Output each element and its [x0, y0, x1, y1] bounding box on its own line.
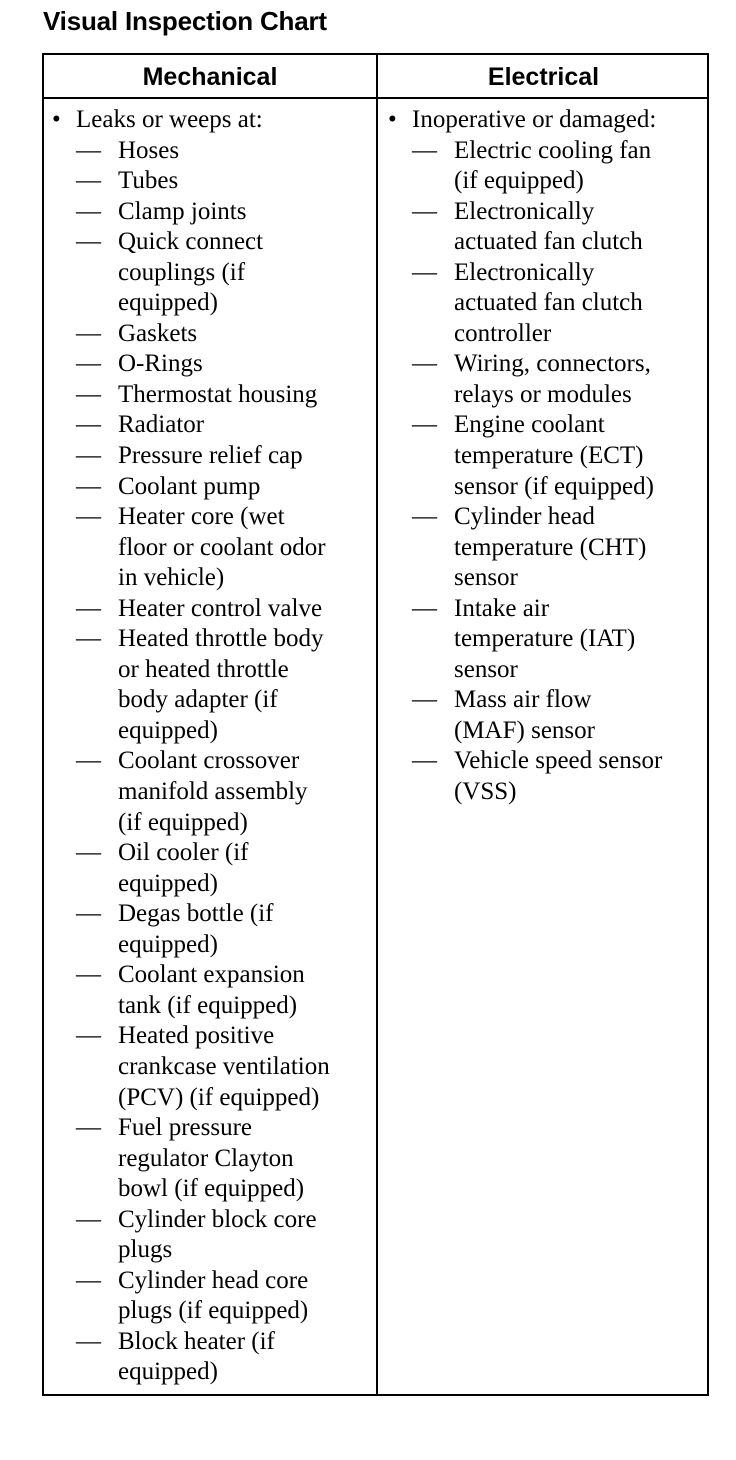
dash-marker: — — [76, 136, 101, 164]
dash-marker: — — [412, 197, 437, 225]
mechanical-list-item — [52, 1205, 374, 1266]
electrical-list-item — [388, 258, 706, 350]
dash-marker: — — [76, 1022, 101, 1050]
electrical-list-item — [388, 197, 706, 258]
dash-marker: — — [76, 350, 101, 378]
dash-marker: — — [76, 197, 101, 225]
mechanical-item-text: O-Rings — [118, 350, 203, 378]
mechanical-list-item — [52, 899, 374, 960]
dash-marker: — — [412, 136, 437, 164]
mechanical-item-text: Radiator — [118, 411, 205, 439]
mechanical-list-item — [52, 1113, 374, 1205]
electrical-item-text: Mass air flow (MAF) sensor — [454, 686, 595, 744]
mechanical-list-item — [52, 380, 374, 411]
dash-marker: — — [76, 839, 101, 867]
electrical-item-list — [388, 136, 706, 808]
dash-marker: — — [412, 503, 437, 531]
mechanical-item-text: Coolant crossover manifold assembly (if equipped) — [118, 747, 308, 836]
electrical-list-item — [388, 746, 706, 807]
dash-marker: — — [412, 594, 437, 622]
mechanical-item-text: Tubes — [118, 167, 179, 195]
dash-marker: — — [76, 1114, 101, 1142]
column-divider — [376, 55, 378, 1394]
dash-marker: — — [412, 747, 437, 775]
electrical-item-text: Cylinder head temperature (CHT) sensor — [454, 503, 647, 592]
mechanical-item-text: Cylinder head core plugs (if equipped) — [118, 1266, 309, 1325]
dash-marker: — — [76, 900, 101, 928]
dash-marker: — — [76, 1327, 101, 1355]
mechanical-list-item — [52, 960, 374, 1021]
dash-marker: — — [76, 625, 101, 653]
dash-marker: — — [412, 411, 437, 439]
electrical-list-item — [388, 410, 706, 502]
electrical-item-text: Electric cooling fan (if equipped) — [454, 136, 652, 195]
mechanical-list-item — [52, 1266, 374, 1327]
dash-marker: — — [412, 686, 437, 714]
mechanical-item-text: Coolant pump — [118, 472, 261, 500]
mechanical-item-text: Coolant expansion tank (if equipped) — [118, 961, 305, 1019]
dash-marker: — — [76, 1205, 101, 1233]
electrical-column — [388, 105, 706, 808]
electrical-column-header: Electrical — [487, 63, 600, 91]
electrical-item-text: Engine coolant temperature (ECT) sensor (if equipped) — [454, 411, 654, 500]
dash-marker: — — [76, 442, 101, 470]
header-rule — [44, 97, 707, 99]
electrical-item-text: Electronically actuated fan clutch controller — [454, 258, 643, 347]
mechanical-list-item — [52, 838, 374, 899]
mechanical-list-item — [52, 594, 374, 625]
mechanical-list-item — [52, 166, 374, 197]
mechanical-item-text: Block heater (if equipped) — [118, 1327, 275, 1386]
electrical-list-item — [388, 502, 706, 594]
dash-marker: — — [76, 1266, 101, 1294]
mechanical-item-text: Oil cooler (if equipped) — [118, 839, 249, 897]
dash-marker: — — [412, 258, 437, 286]
dash-marker: — — [76, 411, 101, 439]
mechanical-lead-item — [52, 105, 374, 136]
mechanical-lead-text: Leaks or weeps at: — [76, 106, 263, 133]
mechanical-item-text: Pressure relief cap — [118, 442, 303, 470]
electrical-list-item — [388, 349, 706, 410]
dash-marker: — — [76, 319, 101, 347]
mechanical-item-text: Gaskets — [118, 319, 198, 347]
electrical-lead-text: Inoperative or damaged: — [412, 106, 657, 133]
dash-marker: — — [76, 594, 101, 622]
mechanical-item-text: Fuel pressure regulator Clayton bowl (if equipped) — [118, 1114, 305, 1203]
mechanical-item-list — [52, 136, 374, 1388]
chart-title: Visual Inspection Chart — [43, 6, 327, 36]
mechanical-item-text: Degas bottle (if equipped) — [118, 900, 274, 958]
electrical-item-text: Vehicle speed sensor (VSS) — [454, 747, 663, 806]
mechanical-item-text: Hoses — [118, 136, 180, 164]
mechanical-list-item — [52, 349, 374, 380]
dash-marker: — — [76, 167, 101, 195]
mechanical-list-item — [52, 746, 374, 838]
electrical-list-item — [388, 594, 706, 686]
mechanical-column-header: Mechanical — [142, 63, 278, 91]
electrical-item-text: Electronically actuated fan clutch — [454, 197, 643, 256]
mechanical-list-item — [52, 410, 374, 441]
dash-marker: — — [76, 747, 101, 775]
electrical-item-text: Wiring, connectors, relays or modules — [454, 350, 651, 408]
electrical-list-item — [388, 685, 706, 746]
dash-marker: — — [76, 503, 101, 531]
mechanical-list-item — [52, 197, 374, 228]
mechanical-list-item — [52, 1021, 374, 1113]
bullet-icon: • — [52, 106, 61, 133]
mechanical-item-text: Quick connect couplings (if equipped) — [118, 228, 264, 317]
mechanical-list-item — [52, 319, 374, 350]
electrical-list-item — [388, 136, 706, 197]
mechanical-list-item — [52, 472, 374, 503]
dash-marker: — — [76, 961, 101, 989]
mechanical-item-text: Heated throttle body or heated throttle body adapter (if equipped) — [118, 625, 324, 744]
mechanical-item-text: Heater core (wet floor or coolant odor in vehicle) — [118, 503, 326, 592]
mechanical-item-text: Cylinder block core plugs — [118, 1205, 317, 1264]
mechanical-list-item — [52, 502, 374, 594]
dash-marker: — — [76, 472, 101, 500]
mechanical-list-item — [52, 1327, 374, 1388]
bullet-icon: • — [388, 106, 397, 133]
dash-marker: — — [76, 228, 101, 256]
mechanical-column — [52, 105, 374, 1388]
mechanical-item-text: Heater control valve — [118, 594, 323, 622]
mechanical-list-item — [52, 136, 374, 167]
electrical-lead-item — [388, 105, 706, 136]
mechanical-item-text: Clamp joints — [118, 197, 247, 225]
dash-marker: — — [412, 350, 437, 378]
mechanical-item-text: Thermostat housing — [118, 380, 318, 408]
mechanical-list-item — [52, 624, 374, 746]
mechanical-item-text: Heated positive crankcase ventilation (PCV) (if equipped) — [118, 1022, 330, 1111]
electrical-item-text: Intake air temperature (IAT) sensor — [454, 594, 636, 683]
mechanical-list-item — [52, 227, 374, 319]
inspection-table — [42, 53, 709, 1396]
mechanical-list-item — [52, 441, 374, 472]
dash-marker: — — [76, 380, 101, 408]
